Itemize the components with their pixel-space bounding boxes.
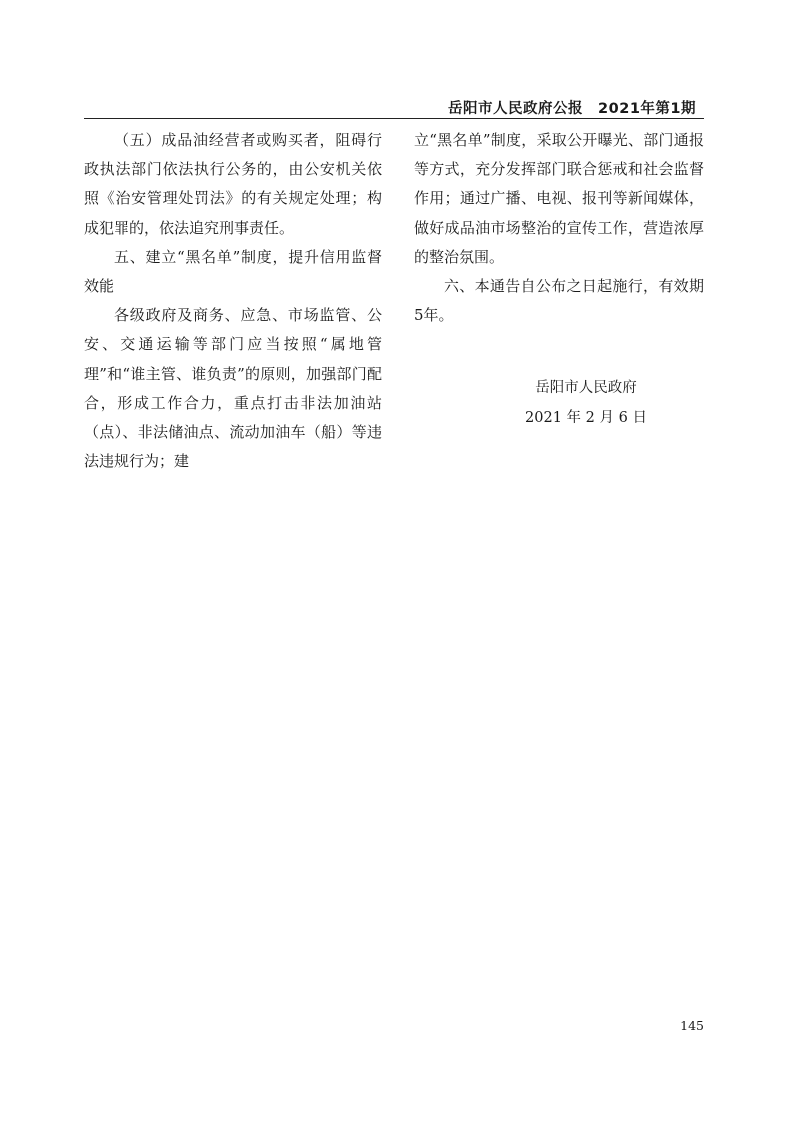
paragraph-blacklist-continued: 立“黑名单”制度，采取公开曝光、部门通报等方式，充分发挥部门联合惩戒和社会监督作用；通过广播、电视、报刊等新闻媒体，做好成品油市场整治的宣传工作，营造浓厚的整治氛围。 (414, 131, 704, 266)
header-title: 岳阳市人民政府公报 2021年第1期 (448, 101, 696, 117)
signature-organization: 岳阳市人民政府 (535, 380, 637, 396)
signature-date: 2021 年 2 月 6 日 (525, 410, 647, 426)
page-number: 145 (680, 1018, 704, 1033)
paragraph-penalty-clause: （五）成品油经营者或购买者，阻碍行政执法部门依法执行公务的，由公安机关依照《治安管理处罚法》的有关规定处理；构成犯罪的，依法追究刑事责任。 (84, 131, 382, 237)
running-header (84, 96, 704, 119)
paragraph-effective-date: 六、本通告自公布之日起施行，有效期 5年。 (414, 277, 704, 325)
right-column (414, 126, 704, 330)
left-column (84, 126, 382, 476)
paragraph-supervision: 各级政府及商务、应急、市场监管、公安、交通运输等部门应当按照“属地管理”和“谁主管、谁负责”的原则，加强部门配合，形成工作合力，重点打击非法加油站（点）、非法储油点、流动加油车（船）等违法违规行为；建 (84, 306, 382, 471)
section-heading-blacklist: 五、建立“黑名单”制度，提升信用监督效能 (84, 247, 382, 296)
